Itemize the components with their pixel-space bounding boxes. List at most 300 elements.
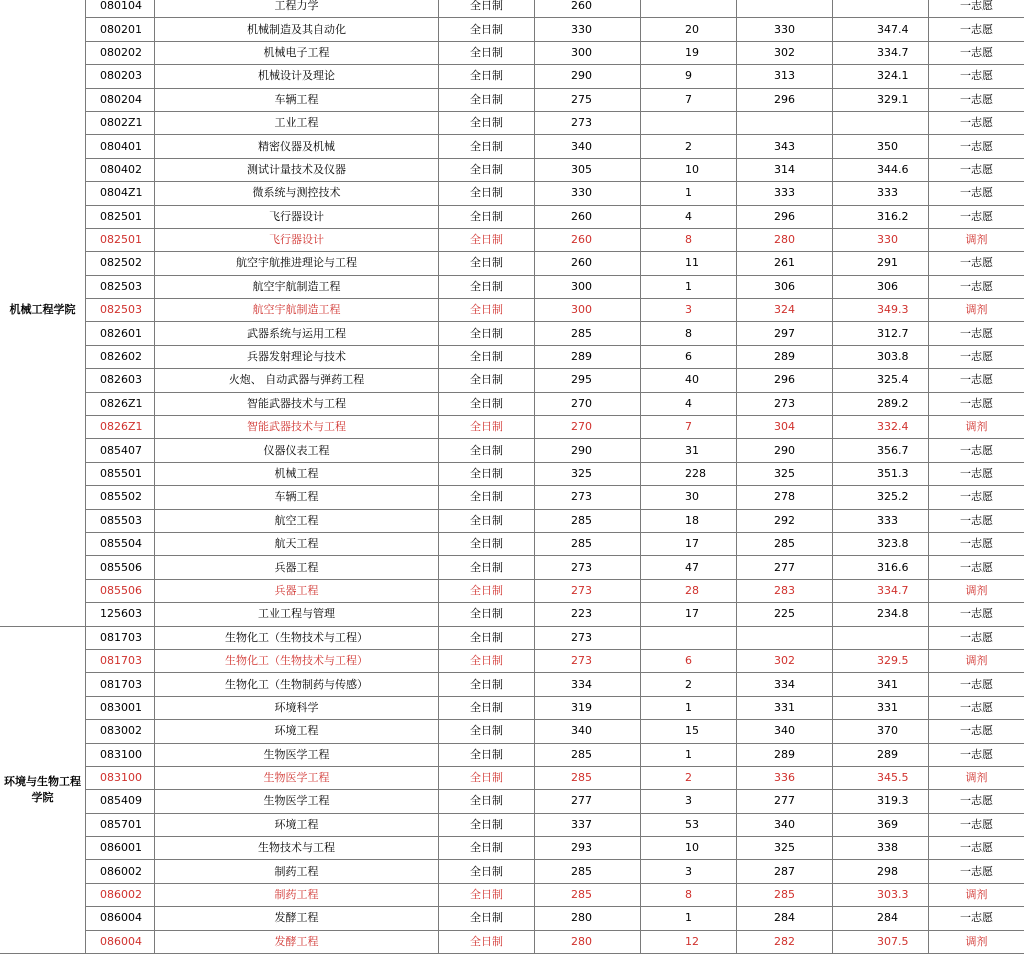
average-score-cell: 289.2 bbox=[833, 392, 929, 415]
admission-type-cell: 一志愿 bbox=[929, 743, 1024, 766]
major-code-cell: 085506 bbox=[86, 579, 155, 602]
major-code-cell: 080104 bbox=[86, 0, 155, 18]
study-mode-cell: 全日制 bbox=[439, 743, 535, 766]
major-code-cell: 080204 bbox=[86, 88, 155, 111]
table-row bbox=[0, 345, 1024, 368]
average-score-cell: 303.8 bbox=[833, 345, 929, 368]
table-row bbox=[0, 743, 1024, 766]
admitted-count-cell: 7 bbox=[641, 416, 737, 439]
major-name-cell: 生物医学工程 bbox=[155, 743, 439, 766]
table-row bbox=[0, 392, 1024, 415]
admitted-count-cell: 31 bbox=[641, 439, 737, 462]
study-mode-cell: 全日制 bbox=[439, 603, 535, 626]
lowest-admit-score-cell: 277 bbox=[737, 556, 833, 579]
min-score-cell: 290 bbox=[535, 65, 641, 88]
min-score-cell: 270 bbox=[535, 392, 641, 415]
major-code-cell: 082503 bbox=[86, 275, 155, 298]
average-score-cell: 324.1 bbox=[833, 65, 929, 88]
average-score-cell: 344.6 bbox=[833, 158, 929, 181]
major-name-cell: 微系统与测控技术 bbox=[155, 182, 439, 205]
min-score-cell: 273 bbox=[535, 626, 641, 649]
average-score-cell: 316.2 bbox=[833, 205, 929, 228]
study-mode-cell: 全日制 bbox=[439, 696, 535, 719]
major-name-cell: 生物化工（生物技术与工程） bbox=[155, 649, 439, 672]
min-score-cell: 270 bbox=[535, 416, 641, 439]
min-score-cell: 334 bbox=[535, 673, 641, 696]
study-mode-cell: 全日制 bbox=[439, 509, 535, 532]
lowest-admit-score-cell: 302 bbox=[737, 41, 833, 64]
major-name-cell: 工业工程与管理 bbox=[155, 603, 439, 626]
major-code-cell: 0826Z1 bbox=[86, 416, 155, 439]
table-row bbox=[0, 0, 1024, 18]
study-mode-cell: 全日制 bbox=[439, 416, 535, 439]
study-mode-cell: 全日制 bbox=[439, 649, 535, 672]
min-score-cell: 293 bbox=[535, 837, 641, 860]
study-mode-cell: 全日制 bbox=[439, 930, 535, 953]
major-name-cell: 生物技术与工程 bbox=[155, 837, 439, 860]
min-score-cell: 330 bbox=[535, 18, 641, 41]
admission-type-cell: 一志愿 bbox=[929, 603, 1024, 626]
lowest-admit-score-cell: 287 bbox=[737, 860, 833, 883]
study-mode-cell: 全日制 bbox=[439, 205, 535, 228]
study-mode-cell: 全日制 bbox=[439, 369, 535, 392]
admission-type-cell: 调剂 bbox=[929, 228, 1024, 251]
study-mode-cell: 全日制 bbox=[439, 790, 535, 813]
admission-type-cell: 一志愿 bbox=[929, 345, 1024, 368]
min-score-cell: 273 bbox=[535, 649, 641, 672]
major-code-cell: 086001 bbox=[86, 837, 155, 860]
lowest-admit-score-cell: 325 bbox=[737, 837, 833, 860]
admitted-count-cell: 7 bbox=[641, 88, 737, 111]
admitted-count-cell: 6 bbox=[641, 649, 737, 672]
table-row bbox=[0, 649, 1024, 672]
admitted-count-cell: 9 bbox=[641, 65, 737, 88]
study-mode-cell: 全日制 bbox=[439, 860, 535, 883]
average-score-cell: 298 bbox=[833, 860, 929, 883]
table-row bbox=[0, 205, 1024, 228]
admitted-count-cell: 2 bbox=[641, 135, 737, 158]
lowest-admit-score-cell: 343 bbox=[737, 135, 833, 158]
major-name-cell: 火炮、 自动武器与弹药工程 bbox=[155, 369, 439, 392]
admission-type-cell: 一志愿 bbox=[929, 135, 1024, 158]
major-name-cell: 工程力学 bbox=[155, 0, 439, 18]
admitted-count-cell: 8 bbox=[641, 883, 737, 906]
min-score-cell: 290 bbox=[535, 439, 641, 462]
admitted-count-cell: 19 bbox=[641, 41, 737, 64]
major-name-cell: 机械电子工程 bbox=[155, 41, 439, 64]
lowest-admit-score-cell: 334 bbox=[737, 673, 833, 696]
study-mode-cell: 全日制 bbox=[439, 766, 535, 789]
min-score-cell: 273 bbox=[535, 556, 641, 579]
major-name-cell: 发酵工程 bbox=[155, 907, 439, 930]
admitted-count-cell: 12 bbox=[641, 930, 737, 953]
major-name-cell: 航空工程 bbox=[155, 509, 439, 532]
major-name-cell: 发酵工程 bbox=[155, 930, 439, 953]
table-row bbox=[0, 462, 1024, 485]
min-score-cell: 319 bbox=[535, 696, 641, 719]
admission-type-cell: 一志愿 bbox=[929, 486, 1024, 509]
admitted-count-cell: 4 bbox=[641, 392, 737, 415]
study-mode-cell: 全日制 bbox=[439, 322, 535, 345]
lowest-admit-score-cell: 225 bbox=[737, 603, 833, 626]
table-row bbox=[0, 556, 1024, 579]
average-score-cell: 333 bbox=[833, 509, 929, 532]
major-code-cell: 085409 bbox=[86, 790, 155, 813]
admitted-count-cell: 3 bbox=[641, 790, 737, 813]
study-mode-cell: 全日制 bbox=[439, 182, 535, 205]
average-score-cell: 333 bbox=[833, 182, 929, 205]
average-score-cell: 312.7 bbox=[833, 322, 929, 345]
admitted-count-cell: 4 bbox=[641, 205, 737, 228]
major-code-cell: 082601 bbox=[86, 322, 155, 345]
admitted-count-cell: 228 bbox=[641, 462, 737, 485]
average-score-cell: 289 bbox=[833, 743, 929, 766]
major-code-cell: 086002 bbox=[86, 883, 155, 906]
admitted-count-cell: 10 bbox=[641, 158, 737, 181]
table-row bbox=[0, 182, 1024, 205]
admitted-count-cell: 47 bbox=[641, 556, 737, 579]
lowest-admit-score-cell: 285 bbox=[737, 883, 833, 906]
average-score-cell: 325.2 bbox=[833, 486, 929, 509]
average-score-cell: 370 bbox=[833, 720, 929, 743]
major-code-cell: 0804Z1 bbox=[86, 182, 155, 205]
major-name-cell: 仪器仪表工程 bbox=[155, 439, 439, 462]
major-code-cell: 086002 bbox=[86, 860, 155, 883]
study-mode-cell: 全日制 bbox=[439, 486, 535, 509]
admission-type-cell: 一志愿 bbox=[929, 158, 1024, 181]
major-code-cell: 080401 bbox=[86, 135, 155, 158]
major-code-cell: 081703 bbox=[86, 673, 155, 696]
average-score-cell: 331 bbox=[833, 696, 929, 719]
min-score-cell: 260 bbox=[535, 252, 641, 275]
lowest-admit-score-cell: 277 bbox=[737, 790, 833, 813]
lowest-admit-score-cell: 331 bbox=[737, 696, 833, 719]
admitted-count-cell bbox=[641, 0, 737, 18]
study-mode-cell: 全日制 bbox=[439, 837, 535, 860]
major-code-cell: 086004 bbox=[86, 907, 155, 930]
admitted-count-cell: 1 bbox=[641, 182, 737, 205]
major-code-cell: 083100 bbox=[86, 766, 155, 789]
average-score-cell bbox=[833, 626, 929, 649]
admission-type-cell: 一志愿 bbox=[929, 65, 1024, 88]
lowest-admit-score-cell: 336 bbox=[737, 766, 833, 789]
admission-type-cell: 调剂 bbox=[929, 579, 1024, 602]
admitted-count-cell: 6 bbox=[641, 345, 737, 368]
major-code-cell: 081703 bbox=[86, 649, 155, 672]
table-row bbox=[0, 883, 1024, 906]
admission-type-cell: 一志愿 bbox=[929, 790, 1024, 813]
table-row bbox=[0, 720, 1024, 743]
admitted-count-cell: 17 bbox=[641, 603, 737, 626]
average-score-cell: 306 bbox=[833, 275, 929, 298]
min-score-cell: 273 bbox=[535, 579, 641, 602]
table-row bbox=[0, 135, 1024, 158]
table-row bbox=[0, 673, 1024, 696]
table-row bbox=[0, 439, 1024, 462]
study-mode-cell: 全日制 bbox=[439, 228, 535, 251]
major-code-cell: 125603 bbox=[86, 603, 155, 626]
admission-type-cell: 一志愿 bbox=[929, 182, 1024, 205]
study-mode-cell: 全日制 bbox=[439, 345, 535, 368]
average-score-cell: 356.7 bbox=[833, 439, 929, 462]
study-mode-cell: 全日制 bbox=[439, 579, 535, 602]
table-row bbox=[0, 416, 1024, 439]
admitted-count-cell: 1 bbox=[641, 743, 737, 766]
average-score-cell: 332.4 bbox=[833, 416, 929, 439]
lowest-admit-score-cell: 324 bbox=[737, 299, 833, 322]
min-score-cell: 260 bbox=[535, 228, 641, 251]
major-name-cell: 测试计量技术及仪器 bbox=[155, 158, 439, 181]
min-score-cell: 273 bbox=[535, 111, 641, 134]
average-score-cell: 291 bbox=[833, 252, 929, 275]
table-row bbox=[0, 158, 1024, 181]
lowest-admit-score-cell bbox=[737, 0, 833, 18]
admitted-count-cell: 20 bbox=[641, 18, 737, 41]
admitted-count-cell: 15 bbox=[641, 720, 737, 743]
average-score-cell: 329.1 bbox=[833, 88, 929, 111]
average-score-cell: 284 bbox=[833, 907, 929, 930]
admission-type-cell: 一志愿 bbox=[929, 252, 1024, 275]
min-score-cell: 300 bbox=[535, 275, 641, 298]
study-mode-cell: 全日制 bbox=[439, 0, 535, 18]
admitted-count-cell: 11 bbox=[641, 252, 737, 275]
min-score-cell: 300 bbox=[535, 299, 641, 322]
min-score-cell: 337 bbox=[535, 813, 641, 836]
lowest-admit-score-cell: 313 bbox=[737, 65, 833, 88]
major-name-cell: 航空宇航推进理论与工程 bbox=[155, 252, 439, 275]
major-name-cell: 兵器工程 bbox=[155, 556, 439, 579]
min-score-cell: 260 bbox=[535, 205, 641, 228]
major-code-cell: 082501 bbox=[86, 205, 155, 228]
major-name-cell: 环境工程 bbox=[155, 720, 439, 743]
table-row bbox=[0, 860, 1024, 883]
lowest-admit-score-cell: 333 bbox=[737, 182, 833, 205]
table-row bbox=[0, 509, 1024, 532]
study-mode-cell: 全日制 bbox=[439, 41, 535, 64]
lowest-admit-score-cell: 278 bbox=[737, 486, 833, 509]
admission-type-cell: 一志愿 bbox=[929, 813, 1024, 836]
study-mode-cell: 全日制 bbox=[439, 673, 535, 696]
admission-type-cell: 一志愿 bbox=[929, 322, 1024, 345]
table-row bbox=[0, 532, 1024, 555]
admitted-count-cell: 1 bbox=[641, 696, 737, 719]
table-row bbox=[0, 837, 1024, 860]
average-score-cell: 325.4 bbox=[833, 369, 929, 392]
min-score-cell: 273 bbox=[535, 486, 641, 509]
min-score-cell: 289 bbox=[535, 345, 641, 368]
min-score-cell: 325 bbox=[535, 462, 641, 485]
major-code-cell: 0802Z1 bbox=[86, 111, 155, 134]
admission-type-cell: 一志愿 bbox=[929, 556, 1024, 579]
study-mode-cell: 全日制 bbox=[439, 65, 535, 88]
lowest-admit-score-cell: 306 bbox=[737, 275, 833, 298]
major-name-cell: 航空宇航制造工程 bbox=[155, 299, 439, 322]
min-score-cell: 285 bbox=[535, 766, 641, 789]
lowest-admit-score-cell: 282 bbox=[737, 930, 833, 953]
major-code-cell: 0826Z1 bbox=[86, 392, 155, 415]
lowest-admit-score-cell bbox=[737, 626, 833, 649]
table-row bbox=[0, 579, 1024, 602]
admission-type-cell: 一志愿 bbox=[929, 860, 1024, 883]
table-row bbox=[0, 228, 1024, 251]
admission-type-cell: 调剂 bbox=[929, 649, 1024, 672]
min-score-cell: 285 bbox=[535, 743, 641, 766]
admission-type-cell: 一志愿 bbox=[929, 41, 1024, 64]
admission-type-cell: 调剂 bbox=[929, 416, 1024, 439]
average-score-cell: 345.5 bbox=[833, 766, 929, 789]
admission-type-cell: 一志愿 bbox=[929, 509, 1024, 532]
lowest-admit-score-cell: 283 bbox=[737, 579, 833, 602]
major-name-cell: 机械工程 bbox=[155, 462, 439, 485]
average-score-cell: 350 bbox=[833, 135, 929, 158]
major-name-cell: 制药工程 bbox=[155, 883, 439, 906]
table-row bbox=[0, 18, 1024, 41]
admitted-count-cell: 8 bbox=[641, 228, 737, 251]
major-name-cell: 精密仪器及机械 bbox=[155, 135, 439, 158]
study-mode-cell: 全日制 bbox=[439, 275, 535, 298]
major-code-cell: 086004 bbox=[86, 930, 155, 953]
major-name-cell: 工业工程 bbox=[155, 111, 439, 134]
average-score-cell bbox=[833, 0, 929, 18]
study-mode-cell: 全日制 bbox=[439, 135, 535, 158]
average-score-cell: 316.6 bbox=[833, 556, 929, 579]
major-code-cell: 082501 bbox=[86, 228, 155, 251]
major-name-cell: 环境科学 bbox=[155, 696, 439, 719]
admitted-count-cell: 8 bbox=[641, 322, 737, 345]
study-mode-cell: 全日制 bbox=[439, 720, 535, 743]
major-name-cell: 机械制造及其自动化 bbox=[155, 18, 439, 41]
admission-type-cell: 一志愿 bbox=[929, 18, 1024, 41]
average-score-cell: 347.4 bbox=[833, 18, 929, 41]
major-name-cell: 车辆工程 bbox=[155, 486, 439, 509]
average-score-cell: 334.7 bbox=[833, 579, 929, 602]
major-name-cell: 智能武器技术与工程 bbox=[155, 416, 439, 439]
study-mode-cell: 全日制 bbox=[439, 907, 535, 930]
table-row bbox=[0, 41, 1024, 64]
college-name-cell: 环境与生物工程学院 bbox=[0, 626, 86, 953]
admitted-count-cell: 2 bbox=[641, 766, 737, 789]
lowest-admit-score-cell: 302 bbox=[737, 649, 833, 672]
study-mode-cell: 全日制 bbox=[439, 813, 535, 836]
lowest-admit-score-cell: 340 bbox=[737, 720, 833, 743]
lowest-admit-score-cell: 297 bbox=[737, 322, 833, 345]
admission-type-cell: 一志愿 bbox=[929, 369, 1024, 392]
admitted-count-cell: 40 bbox=[641, 369, 737, 392]
table-row bbox=[0, 299, 1024, 322]
table-row bbox=[0, 111, 1024, 134]
major-code-cell: 083001 bbox=[86, 696, 155, 719]
min-score-cell: 285 bbox=[535, 322, 641, 345]
min-score-cell: 340 bbox=[535, 720, 641, 743]
average-score-cell: 303.3 bbox=[833, 883, 929, 906]
table-row bbox=[0, 603, 1024, 626]
major-name-cell: 生物医学工程 bbox=[155, 790, 439, 813]
lowest-admit-score-cell: 314 bbox=[737, 158, 833, 181]
admission-type-cell: 一志愿 bbox=[929, 88, 1024, 111]
min-score-cell: 223 bbox=[535, 603, 641, 626]
average-score-cell: 307.5 bbox=[833, 930, 929, 953]
lowest-admit-score-cell: 261 bbox=[737, 252, 833, 275]
average-score-cell: 351.3 bbox=[833, 462, 929, 485]
admitted-count-cell: 30 bbox=[641, 486, 737, 509]
table-row bbox=[0, 369, 1024, 392]
admission-type-cell: 一志愿 bbox=[929, 720, 1024, 743]
major-code-cell: 080203 bbox=[86, 65, 155, 88]
lowest-admit-score-cell: 273 bbox=[737, 392, 833, 415]
min-score-cell: 285 bbox=[535, 532, 641, 555]
study-mode-cell: 全日制 bbox=[439, 556, 535, 579]
major-code-cell: 085506 bbox=[86, 556, 155, 579]
lowest-admit-score-cell: 289 bbox=[737, 743, 833, 766]
major-name-cell: 机械设计及理论 bbox=[155, 65, 439, 88]
lowest-admit-score-cell: 340 bbox=[737, 813, 833, 836]
table-row bbox=[0, 65, 1024, 88]
admission-type-cell: 调剂 bbox=[929, 930, 1024, 953]
lowest-admit-score-cell: 285 bbox=[737, 532, 833, 555]
study-mode-cell: 全日制 bbox=[439, 158, 535, 181]
average-score-cell: 341 bbox=[833, 673, 929, 696]
average-score-cell: 323.8 bbox=[833, 532, 929, 555]
major-name-cell: 制药工程 bbox=[155, 860, 439, 883]
table-row bbox=[0, 766, 1024, 789]
admission-type-cell: 一志愿 bbox=[929, 275, 1024, 298]
min-score-cell: 260 bbox=[535, 0, 641, 18]
average-score-cell: 334.7 bbox=[833, 41, 929, 64]
admission-type-cell: 一志愿 bbox=[929, 392, 1024, 415]
major-code-cell: 085504 bbox=[86, 532, 155, 555]
min-score-cell: 275 bbox=[535, 88, 641, 111]
admission-type-cell: 一志愿 bbox=[929, 626, 1024, 649]
min-score-cell: 277 bbox=[535, 790, 641, 813]
lowest-admit-score-cell: 304 bbox=[737, 416, 833, 439]
major-code-cell: 085502 bbox=[86, 486, 155, 509]
admitted-count-cell bbox=[641, 626, 737, 649]
study-mode-cell: 全日制 bbox=[439, 626, 535, 649]
major-code-cell: 085407 bbox=[86, 439, 155, 462]
min-score-cell: 330 bbox=[535, 182, 641, 205]
admission-type-cell: 一志愿 bbox=[929, 462, 1024, 485]
major-code-cell: 085503 bbox=[86, 509, 155, 532]
admission-type-cell: 调剂 bbox=[929, 766, 1024, 789]
study-mode-cell: 全日制 bbox=[439, 88, 535, 111]
table-row bbox=[0, 88, 1024, 111]
table-row bbox=[0, 696, 1024, 719]
admission-type-cell: 一志愿 bbox=[929, 673, 1024, 696]
table-row bbox=[0, 275, 1024, 298]
lowest-admit-score-cell: 296 bbox=[737, 205, 833, 228]
major-code-cell: 082602 bbox=[86, 345, 155, 368]
admission-type-cell: 一志愿 bbox=[929, 696, 1024, 719]
table-row bbox=[0, 252, 1024, 275]
admitted-count-cell: 1 bbox=[641, 275, 737, 298]
admitted-count-cell: 53 bbox=[641, 813, 737, 836]
lowest-admit-score-cell: 296 bbox=[737, 88, 833, 111]
admission-type-cell: 一志愿 bbox=[929, 439, 1024, 462]
major-name-cell: 航天工程 bbox=[155, 532, 439, 555]
admission-type-cell: 一志愿 bbox=[929, 111, 1024, 134]
major-name-cell: 飞行器设计 bbox=[155, 228, 439, 251]
major-code-cell: 085501 bbox=[86, 462, 155, 485]
study-mode-cell: 全日制 bbox=[439, 299, 535, 322]
major-name-cell: 兵器工程 bbox=[155, 579, 439, 602]
major-code-cell: 085701 bbox=[86, 813, 155, 836]
study-mode-cell: 全日制 bbox=[439, 439, 535, 462]
major-name-cell: 环境工程 bbox=[155, 813, 439, 836]
min-score-cell: 305 bbox=[535, 158, 641, 181]
study-mode-cell: 全日制 bbox=[439, 532, 535, 555]
min-score-cell: 285 bbox=[535, 860, 641, 883]
lowest-admit-score-cell: 280 bbox=[737, 228, 833, 251]
